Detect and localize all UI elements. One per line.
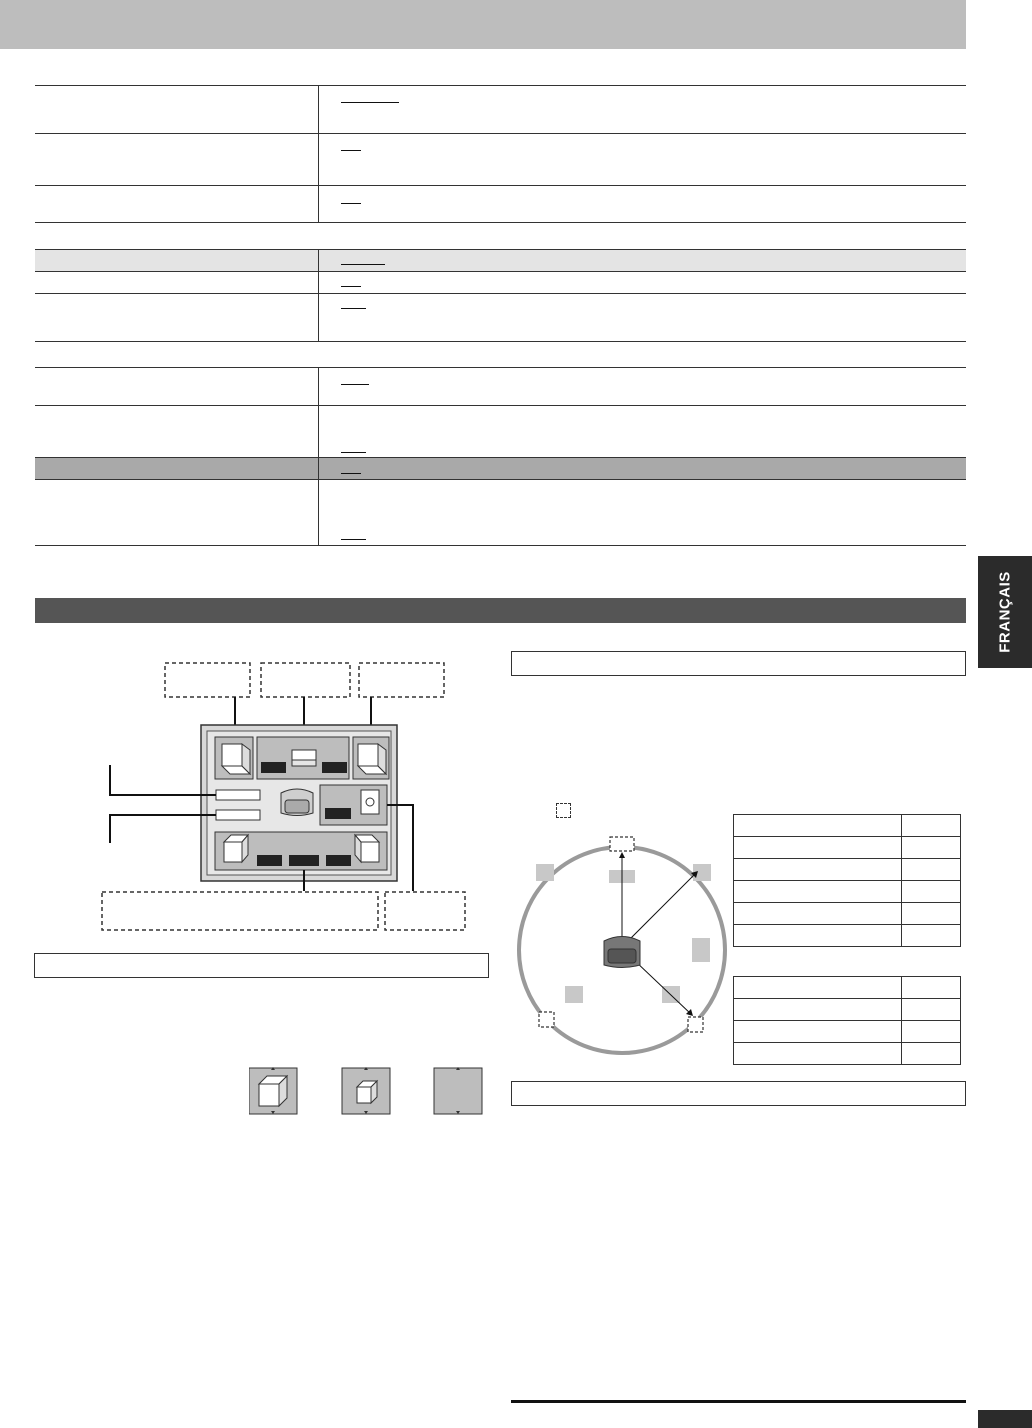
language-tab-label: FRANÇAIS (996, 571, 1014, 653)
table-rule (35, 133, 966, 134)
distance-table-surround (733, 976, 961, 1065)
header-band (0, 0, 966, 49)
default-marker (341, 473, 361, 474)
default-marker (341, 102, 399, 103)
speaker-small-icon (357, 1081, 377, 1103)
table-rule (35, 545, 966, 546)
listener-seat-icon (604, 937, 640, 968)
listener-seat-icon (281, 789, 313, 816)
subsection-heading-box (511, 651, 966, 676)
language-tab (978, 556, 1032, 668)
footer-rule (511, 1400, 966, 1403)
table-row-highlight (35, 457, 966, 479)
table-rule (35, 271, 966, 272)
table-rule (35, 405, 966, 406)
section-title-bar (35, 598, 966, 623)
speaker-large-icon (259, 1076, 287, 1106)
table-rule (35, 185, 966, 186)
table-rule (35, 249, 966, 250)
speaker-center-icon (292, 750, 316, 766)
table-rule (35, 85, 966, 86)
table-rule (35, 222, 966, 223)
table-rule (35, 479, 966, 480)
speaker-distance-diagram (512, 832, 732, 1062)
default-marker (341, 203, 361, 204)
distance-table-front (733, 814, 961, 947)
column-divider (318, 85, 319, 222)
table-rule (35, 293, 966, 294)
subsection-heading-box (511, 1081, 966, 1106)
table-row-highlight (35, 249, 966, 271)
legend-marker (556, 803, 571, 818)
table-rule (35, 367, 966, 368)
speaker-layout-diagram (90, 655, 480, 940)
subwoofer-icon (361, 790, 379, 814)
table-rule (35, 341, 966, 342)
default-marker (341, 384, 369, 385)
default-marker (341, 264, 385, 265)
subsection-heading-box (34, 953, 489, 978)
speaker-surround-icon (224, 835, 248, 862)
default-marker (341, 452, 366, 453)
default-marker (341, 150, 361, 151)
speaker-size-icons (249, 1067, 489, 1117)
table-rule (35, 457, 966, 458)
column-divider (318, 367, 319, 545)
speaker-front-icon (358, 744, 386, 774)
speaker-surround-icon (355, 835, 379, 862)
speaker-front-icon (222, 744, 250, 774)
default-marker (341, 286, 361, 287)
default-marker (341, 539, 366, 540)
page-number-tab (978, 1410, 1032, 1428)
column-divider (318, 249, 319, 341)
default-marker (341, 308, 366, 309)
